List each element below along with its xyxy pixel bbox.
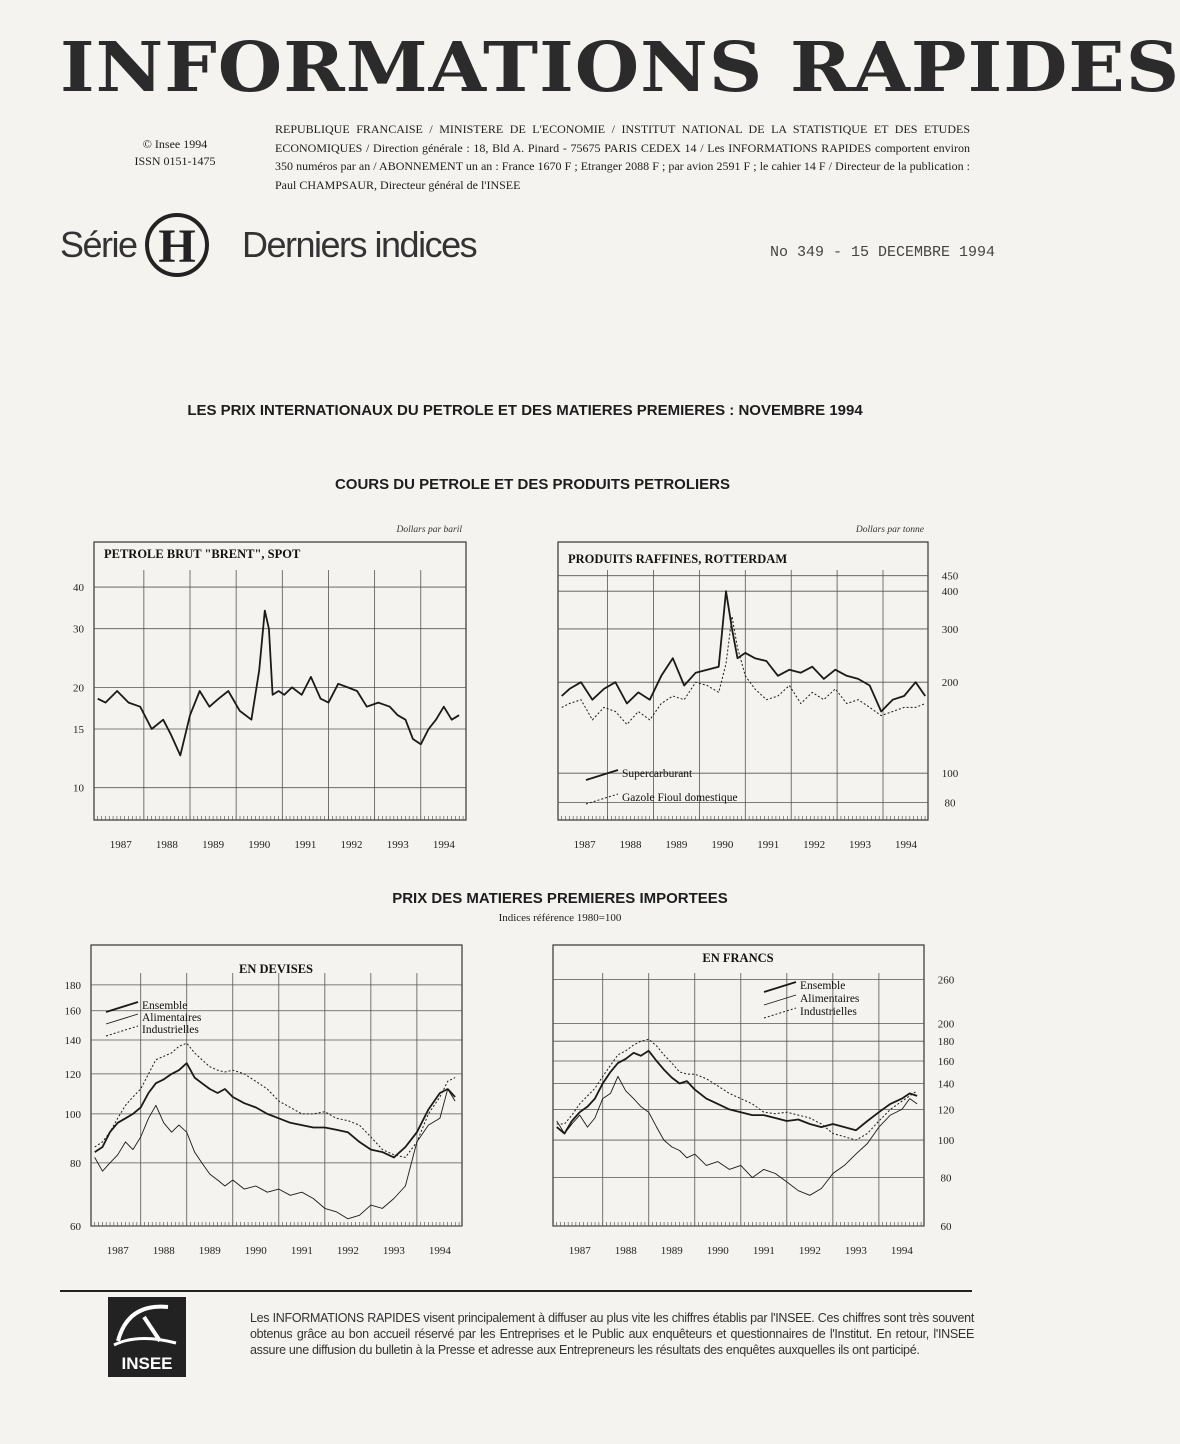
- x-tick-label: 1989: [198, 1245, 221, 1257]
- series-line: [562, 616, 926, 724]
- footer-text: Les INFORMATIONS RAPIDES visent principalement à diffuser au plus vite les chiffres établis par l'INSEE. Ces chiffres sont très souvent obtenus grâce au bon accueil réservé par les Entreprises et le Public aux enquêteurs et questionnaires de l'Institut. En retour, l'INSEE assure une diffusion du bulletin à la Presse et adresse aux Entrepreneurs les résultats des enquêtes auxquelles ils ont participé.: [250, 1311, 974, 1357]
- x-tick-label: 1991: [290, 1245, 313, 1257]
- x-tick-label: 1992: [336, 1245, 359, 1257]
- y-tick-label: 80: [944, 797, 956, 810]
- x-tick-label: 1987: [573, 839, 596, 851]
- y-tick-label: 450: [941, 570, 959, 583]
- y-tick-label: 160: [64, 1005, 81, 1018]
- masthead-title: INFORMATIONS RAPIDES: [60, 28, 1180, 108]
- y-tick-label: 20: [73, 682, 84, 695]
- legend-swatch: [106, 1014, 138, 1024]
- x-tick-label: 1988: [614, 1245, 637, 1257]
- x-tick-label: 1989: [660, 1245, 683, 1257]
- chart-1: [73, 525, 466, 851]
- legend-label: Gazole Fioul domestique: [622, 792, 738, 804]
- y-tick-label: 260: [937, 974, 955, 987]
- chart-title: EN DEVISES: [239, 962, 313, 976]
- y-tick-label: 140: [937, 1078, 955, 1091]
- logo-text: INSEE: [121, 1354, 173, 1373]
- x-tick-label: 1993: [849, 839, 872, 851]
- y-tick-label: 160: [937, 1056, 955, 1069]
- x-tick-label: 1988: [155, 839, 178, 851]
- legend-label: Alimentaires: [142, 1012, 202, 1024]
- x-tick-label: 1992: [803, 839, 826, 851]
- legend-label: Ensemble: [142, 1000, 188, 1012]
- y-tick-label: 80: [940, 1172, 952, 1185]
- copyright-line: © Insee 1994: [142, 137, 208, 151]
- legend-label: Industrielles: [142, 1024, 199, 1036]
- x-tick-label: 1991: [757, 839, 780, 851]
- y-tick-label: 30: [73, 623, 84, 636]
- chart-title: PRODUITS RAFFINES, ROTTERDAM: [568, 552, 788, 566]
- chart-unit: Dollars par baril: [396, 525, 462, 535]
- legend-label: Supercarburant: [622, 768, 693, 780]
- publisher-info: REPUBLIQUE FRANCAISE / MINISTERE DE L'ECONOMIE / INSTITUT NATIONAL DE LA STATISTIQUE ET DES ETUDES ECONOMIQUES / Direction générale : 18, Bld A. Pinard - 75675 PARIS CEDEX 14 / Les INFORMATIONS RAPIDES comportent environ 350 numéros par an / ABONNEMENT un an : France 1670 F ; Etranger 2088 F ; par avion 2591 F ; le cahier 14 F / Directeur de la publication : Paul CHAMPSAUR, Directeur général de l'INSEE: [275, 122, 970, 192]
- chart-2: [558, 525, 959, 851]
- x-tick-label: 1991: [294, 839, 317, 851]
- y-tick-label: 200: [941, 677, 959, 690]
- footer-rule: [60, 1290, 972, 1292]
- y-tick-label: 180: [937, 1036, 955, 1049]
- series-line: [98, 611, 459, 756]
- legend-swatch: [764, 982, 796, 992]
- legend-swatch: [106, 1026, 138, 1036]
- x-tick-label: 1994: [890, 1245, 913, 1257]
- insee-logo: [108, 1297, 186, 1377]
- y-tick-label: 40: [73, 582, 84, 595]
- x-tick-label: 1994: [894, 839, 917, 851]
- x-tick-label: 1992: [798, 1245, 821, 1257]
- legend-swatch: [764, 995, 796, 1005]
- legend-label: Ensemble: [800, 980, 846, 992]
- x-tick-label: 1994: [428, 1245, 451, 1257]
- section1-title: COURS DU PETROLE ET DES PRODUITS PETROLIERS: [334, 476, 731, 493]
- chart-title: PETROLE BRUT "BRENT", SPOT: [104, 547, 301, 561]
- y-tick-label: 100: [937, 1135, 955, 1148]
- y-tick-label: 300: [941, 623, 959, 636]
- x-tick-label: 1990: [248, 839, 271, 851]
- series-line: [95, 1089, 455, 1219]
- legend-label: Industrielles: [800, 1006, 857, 1018]
- y-tick-label: 120: [937, 1104, 955, 1117]
- legend-swatch: [586, 770, 618, 780]
- x-tick-label: 1989: [665, 839, 688, 851]
- headline: LES PRIX INTERNATIONAUX DU PETROLE ET DES MATIERES PREMIERES : NOVEMBRE 1994: [187, 402, 863, 419]
- series-name: Derniers indices: [242, 224, 477, 265]
- x-tick-label: 1990: [706, 1245, 729, 1257]
- series-letter: H: [158, 220, 196, 273]
- x-tick-label: 1991: [752, 1245, 775, 1257]
- series-word: Série: [60, 224, 137, 265]
- y-tick-label: 15: [73, 724, 84, 737]
- x-tick-label: 1993: [386, 839, 409, 851]
- y-tick-label: 180: [64, 979, 81, 992]
- chart-frame: [94, 542, 466, 820]
- x-tick-label: 1987: [568, 1245, 591, 1257]
- x-tick-label: 1990: [711, 839, 734, 851]
- x-tick-label: 1987: [109, 839, 132, 851]
- series-line: [95, 1043, 455, 1157]
- legend-label: Alimentaires: [800, 993, 860, 1005]
- section2-title: PRIX DES MATIERES PREMIERES IMPORTEES: [392, 890, 728, 907]
- y-tick-label: 80: [70, 1157, 81, 1170]
- chart-unit: Dollars par tonne: [855, 525, 924, 535]
- issue-number: No 349 - 15 DECEMBRE 1994: [770, 244, 996, 261]
- y-tick-label: 60: [70, 1221, 81, 1233]
- x-tick-label: 1988: [619, 839, 642, 851]
- legend-swatch: [764, 1008, 796, 1018]
- y-tick-label: 200: [937, 1018, 955, 1031]
- chart-3: [65, 945, 463, 1257]
- y-tick-label: 100: [64, 1108, 81, 1121]
- series-line: [95, 1063, 455, 1157]
- section2-note: Indices référence 1980=100: [498, 912, 622, 924]
- chart-title: EN FRANCS: [702, 951, 774, 965]
- x-tick-label: 1993: [382, 1245, 405, 1257]
- x-tick-label: 1990: [244, 1245, 267, 1257]
- y-tick-label: 100: [941, 768, 959, 781]
- chart-4: [553, 945, 955, 1257]
- chart-frame: [553, 945, 924, 1226]
- y-tick-label: 120: [64, 1068, 81, 1081]
- chart-frame: [558, 542, 928, 820]
- x-tick-label: 1987: [106, 1245, 129, 1257]
- x-tick-label: 1992: [340, 839, 363, 851]
- y-tick-label: 140: [64, 1035, 81, 1048]
- x-tick-label: 1988: [152, 1245, 175, 1257]
- issn-line: ISSN 0151-1475: [134, 154, 216, 168]
- y-tick-label: 400: [941, 586, 959, 599]
- x-tick-label: 1989: [202, 839, 225, 851]
- y-tick-label: 10: [73, 782, 84, 795]
- y-tick-label: 60: [940, 1221, 952, 1233]
- series-line: [562, 591, 926, 711]
- x-tick-label: 1994: [432, 839, 455, 851]
- x-tick-label: 1993: [844, 1245, 867, 1257]
